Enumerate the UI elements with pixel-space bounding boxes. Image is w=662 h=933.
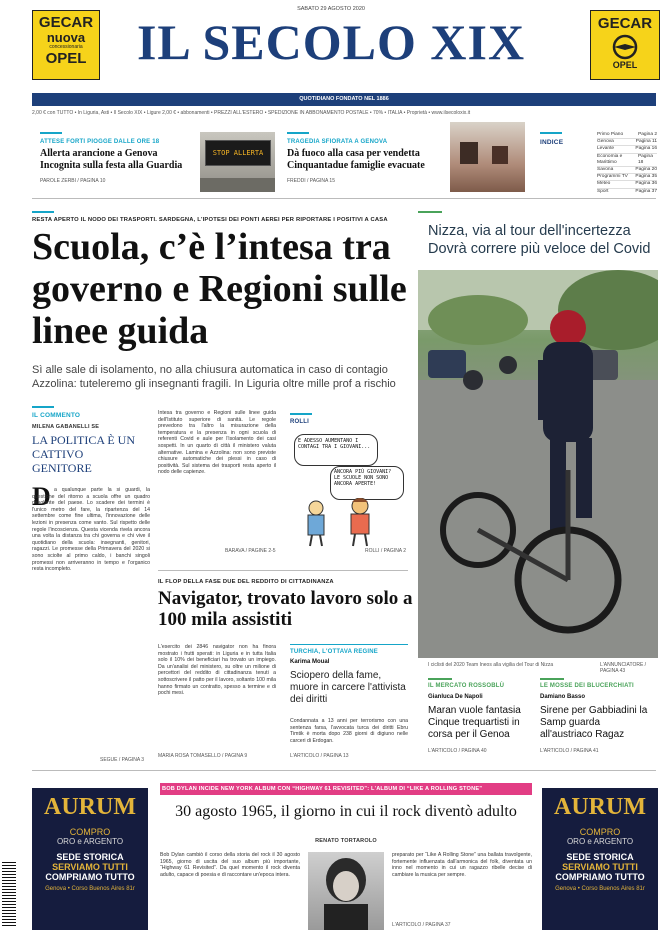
gecar-ad-text: GECAR [38,14,94,31]
rock-headline[interactable]: 30 agosto 1965, il giorno in cui il rock diventò adulto [175,803,517,820]
aurum-text: ORO e ARGENTO [56,837,124,846]
commento-dropcap: D [32,482,51,511]
mercato-author: Damiano Basso [540,694,586,700]
aurum-text: COMPRIAMO TUTTO [555,872,645,882]
index-row[interactable] [597,181,657,188]
teaser-bar [287,132,309,134]
commento-title[interactable]: LA POLITICA È UN CATTIVO GENITORE [32,433,135,475]
nizza-photo[interactable] [418,270,658,658]
mercato-author: Gianluca De Napoli [428,694,483,700]
cartoon-balloon: E ADESSO AUMENTANO I CONTAGI TRA I GIOVANI... [298,438,371,450]
rock-author: RENATO TORTAROLO [315,838,377,844]
teaser-kicker: TRAGEDIA SFIORATA A GENOVA [287,139,388,145]
index-row[interactable] [597,154,657,167]
commento-label: IL COMMENTO [32,412,81,419]
sign-text: STOP ALLERTA [212,149,264,157]
aurum-text: SEDE STORICA [56,852,124,862]
mercato-byline: L'ARTICOLO / PAGINA 40 [428,748,487,754]
aurum-text: COMPRO [579,827,621,837]
index-bar [540,132,562,134]
gecar-ad-text: nuova [46,30,86,45]
teaser-bar [40,132,62,134]
index-name: Programmi TV [597,174,628,180]
masthead-tagline: QUOTIDIANO FONDATO NEL 1886 [299,96,389,102]
navigator-kicker: IL FLOP DELLA FASE DUE DEL REDDITO DI CITTADINANZA [158,579,334,585]
teaser-byline: PAROLE ZERBI / PAGINA 10 [40,178,106,184]
aurum-text: COMPRIAMO TUTTO [45,872,135,882]
rolli-cartoon [290,432,408,550]
turchia-kicker: TURCHIA, L'OTTAVA REGINE [290,649,379,655]
aurum-ad-left[interactable] [32,788,148,930]
divider [32,770,656,771]
divider [32,198,656,199]
aurum-brand: AURUM [554,794,646,820]
aurum-text: Genova • Corso Buenos Aires 81r [555,886,645,892]
index-page: Pagina 18 [637,153,653,165]
index-page: Pagina 37 [635,188,657,194]
rock-body-right: preparato per “Like A Rolling Stone” una ballata travolgente, fortemente influenzata dall'armonica del folk, diventata un inno nel momento in cui un ragazzo ribelle decise di cambiare la musica per sempre. [392,852,532,878]
rock-body-left: Bob Dylan cambiò il corso della storia del rock il 30 agosto 1965, giorno di uscita del suo album più importante, “Highway 61 Revisited”. Da quel momento il rock diventa adulto, capace di poesia e di raccontare un'epoca intera. [160,852,300,878]
rolli-byline: ROLLI / PAGINA 2 [365,548,407,554]
masthead-date: SABATO 29 AGOSTO 2020 [297,6,365,12]
dylan-photo [308,852,384,930]
mercato-headline[interactable]: Maran vuole fantasia Cinque trequartisti in corsa per il Genoa [428,705,521,740]
index-name: Genova [597,139,614,145]
teaser-headline[interactable]: Allerta arancione a Genova Incognita sulla festa alla Guardia [40,148,183,171]
teaser-byline: FREDDI / PAGINA 15 [287,178,335,184]
lead-body: Intesa tra governo e Regioni sulle linee guida dell'Istituto superiore di sanità. Le regole prevedono tra l'altro la misurazione della temperatura e la presenza in ogni scuola di referenti Covid e aule per l'isolamento dei casi sospetti. In un quarto di città il ministero valuta alternative. Lamina e Azzolina: non sono previste chiusure automatiche dei plessi in caso di positività. Sul sistema dei trasporti resta aperto il nodo delle capienze. [158,410,276,476]
nizza-headline[interactable]: Nizza, via al tour dell'incertezza Dovrà correre più veloce del Covid [428,223,651,257]
mercato-kicker: IL MERCATO ROSSOBLÙ [428,683,505,689]
index-table [597,132,657,195]
turchia-headline[interactable]: Sciopero della fame, muore in carcere l'attivista dei diritti [290,670,406,705]
index-page: Pagina 35 [635,174,657,180]
teaser-headline[interactable]: Dà fuoco alla casa per vendetta Cinquantadue famiglie evacuate [287,148,425,171]
turchia-author: Karima Moual [290,659,330,665]
lead-bar [32,211,54,213]
navigator-byline: MARIA ROSA TOMASELLO / PAGINA 9 [158,753,248,759]
aurum-text: SEDE STORICA [566,852,634,862]
index-name: Levante [597,146,615,152]
teaser-photo-house [450,122,525,192]
mercato-bar [540,678,564,680]
gecar-ad-right[interactable] [590,10,660,80]
turchia-bar [290,644,408,645]
index-page: Pagina 16 [635,146,657,152]
index-page: Pagina 36 [635,181,657,187]
commento-byline: SEGUE / PAGINA 3 [100,757,145,763]
mercato-byline: L'ARTICOLO / PAGINA 41 [540,748,599,754]
index-name: Meteo [597,181,611,187]
divider [158,570,408,571]
dylan-portrait-icon [308,852,384,930]
cyclist-photo-icon [418,270,658,658]
aurum-ad-right[interactable] [542,788,658,930]
aurum-text: SERVIAMO TUTTI [52,862,128,872]
lead-headline[interactable]: Scuola, c’è l’intesa tra governo e Regioni sulle linee guida [32,226,407,352]
nizza-bar [418,211,442,213]
rolli-bar [290,413,312,415]
gecar-ad-left[interactable] [32,10,100,80]
index-page: Pagina 20 [635,167,657,173]
index-name: Sport [597,188,609,194]
navigator-headline[interactable]: Navigator, trovato lavoro solo a 100 mila assistiti [158,588,413,630]
index-row[interactable] [597,189,657,195]
commento-bar [32,406,54,408]
cartoon-figures-icon [290,498,408,550]
rock-byline: L'ARTICOLO / PAGINA 37 [392,922,451,928]
aurum-text: SERVIAMO TUTTI [562,862,638,872]
index-row[interactable] [597,146,657,153]
teaser-photo-allerta [200,132,275,192]
aurum-text: ORO e ARGENTO [566,837,634,846]
lead-kicker: RESTA APERTO IL NODO DEI TRASPORTI. SARDEGNA, L'IPOTESI DEI PONTI AEREI PER RIPORTARE I POSITIVI A CASA [32,217,388,223]
lead-byline: BARAVA / PAGINE 2-5 [225,548,276,554]
index-name: Economia e Marittimo [597,153,623,165]
barcode [2,860,16,926]
masthead-title: IL SECOLO XIX [136,14,526,70]
gecar-ad-text: OPEL [45,50,87,67]
cartoon-balloon: ANCORA PIÙ GIOVANI? LE SCUOLE NON SONO ANCORA APERTE! [334,469,392,487]
mercato-bar [428,678,452,680]
index-page: Pagina 11 [635,139,657,145]
info-strip: 2,00 € con TUTTO • In Liguria, Asti • Il Secolo XIX • Ligure 2,00 € • abbonamenti • PREZZI ALL'ESTERO • SPEDIZIONE IN ABBONAMENTO POSTALE • 70% • ITALIA • Proprietà • www.ilsecoloxix.it [32,110,471,116]
lead-subhead: Sì alle sale di isolamento, no alla chiusura automatica in caso di contagio [32,364,388,376]
index-page: Pagina 2 [638,132,657,137]
index-name: Primo Piano [597,132,624,137]
gecar-ad-text: OPEL [612,60,638,70]
index-label: INDICE [540,139,564,146]
aurum-text: Genova • Corso Buenos Aires 81r [45,886,135,892]
lead-subhead: Azzolina: tuteleremo gli insegnanti fragili. In Liguria oltre mille prof a rischio [32,378,396,390]
opel-logo-icon [612,34,638,60]
turchia-byline: L'ARTICOLO / PAGINA 13 [290,753,349,759]
mercato-headline[interactable]: Sirene per Gabbiadini la Samp guarda all'austriaco Ragaz [540,705,648,740]
index-name: Savona [597,167,614,173]
navigator-body: L'esercito dei 2846 navigator non ha finora mostrato i frutti sperati: in Liguria e in tutta Italia solo il 10% dei beneficiari ha trovato un impiego. Da un'analisi del ministero, su oltre un milione di percettori del reddito di cittadinanza tenuti a sottoscrivere il patto per il lavoro, soltanto 100 mila hanno firmato un contratto, spesso a termine e di pochi mesi. [158,644,276,697]
rock-kicker: BOB DYLAN INCIDE NEW YORK ALBUM CON “HIGHWAY 61 REVISITED”: L'ALBUM DI “LIKE A ROLLING STONE” [162,786,483,792]
gecar-ad-text: GECAR [597,15,653,32]
aurum-brand: AURUM [44,794,136,820]
commento-author: MILENA GABANELLI SE [32,424,100,430]
nizza-caption: I ciclisti del 2020 Team Ineos alla vigilia del Tour di Nizza [428,662,554,668]
turchia-body: Condannata a 13 anni per terrorismo con una sentenza farsa, l'avvocata turca dei diritti Ebru Timtik è morta dopo 238 giorni di digiuno nelle carceri di Erdogan. [290,718,408,744]
nizza-byline: L'ANNUNCIATORE / PAGINA 43 [600,662,647,674]
teaser-kicker: ATTESE FORTI PIOGGE DALLE ORE 18 [40,139,160,145]
aurum-text: COMPRO [69,827,111,837]
gecar-ad-text: concessionaria [49,44,83,50]
commento-body: a qualunque parte la si guardi, la questione del ritorno a scuola offre un quadro desolante del paese. Lo scadere dei termini è l'unico metro del fare, la ripartenza del 14 settembre come fine ultima, l'innovazione delle lezioni in presenza come vanto. Sul rispetto delle regole l'incoscienza. Questa vicenda rivela ancora una volta la distanza tra chi governa e chi vive il quotidiano della scuola: insegnanti, genitori, ragazzi. Le promesse della Primavera del 2020 si sono sciolte al primo caldo, i banchi singoli promessi non arriveranno in tempo e l'organico resta incompleto. [32,487,150,573]
mercato-kicker: LE MOSSE DEI BLUCERCHIATI [540,683,634,689]
rolli-label: ROLLI [290,419,309,425]
